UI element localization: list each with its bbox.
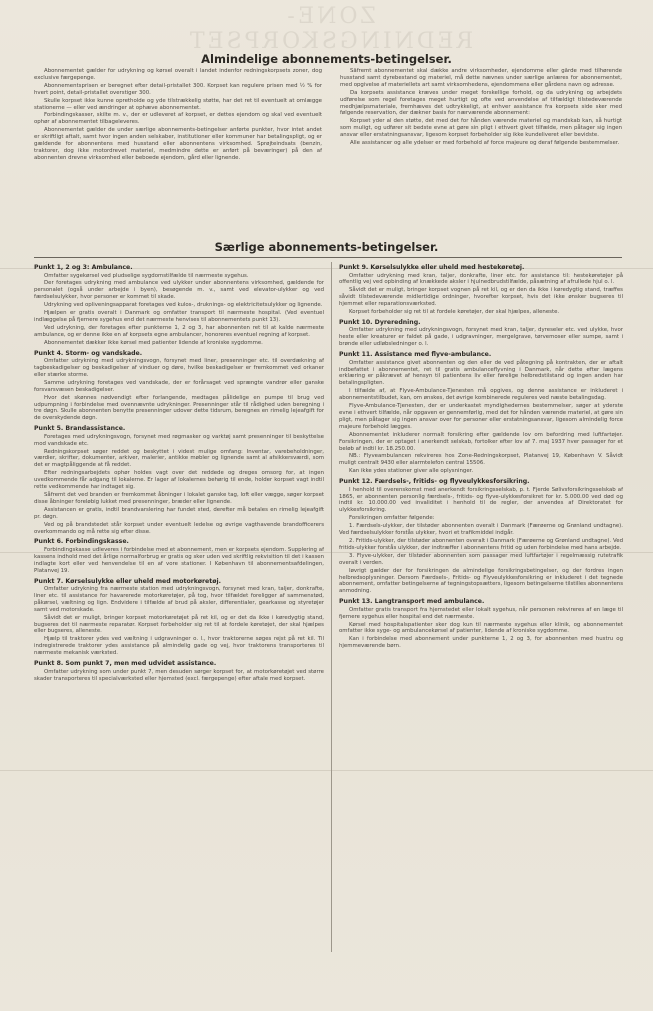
section-heading: Punkt 6. Forbindingskasse.: [34, 538, 129, 546]
paragraph: Omfatter udrykning med kran, taljer, donkrafte, liner etc. for assistance til: hestekøretøjer på offentlig vej ved opbinding af knækkede aksler i hjulnedbrudstilfælde, påsætning af afrullede hjul o. l.: [339, 272, 623, 286]
paragraph: Redningskorpset søger reddet og beskyttet i videst mulige omfang: Inventar, varebeholdninger, værdier, skrifter, dokumenter, arkiver, malerier, antikke møbler og lignende samt al afsikkersværdi, som det er magtpåliggende at få reddet.: [34, 448, 324, 469]
general-terms-right-column: [340, 68, 622, 234]
paragraph: Omfatter udrykning fra nærmeste station med udrykningsvogn, forsynet med kran, taljer, donkrafte, liner etc. til assistance for havarerede motorkøretøjer, på tog, hvor tilfældet foreligger af sammenstød, påkørsel, væltning og lign. Endvidere i tilfælde af brud på aksler, differentialer, gearkasse og styretøjer samt ved motorskade.: [34, 586, 324, 613]
paragraph: Kan ikke ydes stationer giver alle oplysninger.: [349, 468, 474, 475]
paragraph: Kørsel med hospitalspatienter sker dog kun til nærmeste sygehus eller klinik, og abonnementet omfatter ikke syge- og ambulancekørsel af patienter, lidende af kroniske sygdomme.: [339, 621, 623, 635]
paragraph: Hjælpen er gratis overalt i Danmark og omfatter transport til nærmeste hospital. (Ved eventuel indlæggelse på fjernere sygehus end det nærmeste henvises til abonnementets punkt 13).: [34, 310, 324, 323]
section-heading: Punkt 10. Dyreredning.: [339, 318, 421, 326]
paragraph: Da korpsets assistance kræves under meget forskellige forhold, og da udrykning og arbejdets udførelse som regel foretages meget hurtigt og ofte ved anvendelse af tilfældigt tilstedeværende medhjælpsmateriale, fremhæves det udtrykkeligt, at enhver assistance fra korpsets side sker med følgende reservation, der dækner basis for nærværende abonnement:: [340, 89, 622, 117]
paragraph: Abonnementet dækker ikke kørsel med patienter lidende af kroniske sygdomme.: [44, 339, 263, 346]
paragraph: Forbindingskasse udleveres i forbindelse med et abonnement, men er korpsets ejendom. Supplering af kassens indhold med det årlige normalforbrug er gratis og sker uden ved skriftlig rekvisition til det i kassen indlagte kort eller ved henvendelse til en af vore stationer. I København til abonnementsafdelingen, Platanvej 19.: [34, 546, 324, 574]
paragraph: Foretages med udrykningsvogn, forsynet med røgmasker og varktøj samt presenninger til beskyttelse mod vandskade etc.: [34, 433, 324, 447]
terms-section: [34, 578, 324, 658]
paragraph: Såvidt det er muligt, bringer korpset motorkøretøjet på ret kil, og er det da ikke i køredygtig stand, bugseres det til nærmeste reparatør. Korpset forbeholder sig ret til at fordele køretøjet, der skal hjælpes eller bugseres, alleneste.: [34, 614, 324, 635]
paragraph: 3. Flyve-ulykker, der tilstøder abonnenten som passager med luftfartøjer i regelmæssig rutetrafik overalt i verden.: [339, 552, 623, 566]
paragraph: Hvor det skønnes nødvendigt efter forlangende, medtages pålidelige en pumpe til brug ved udpumpning i forbindelse med ovennævnte udrykninger. Presenninger står til rådighed uden beregning i tre døgn. Skulle abonnenten benytte presenninger udover dette tidsrum, beregnes en rimelig lejeafgift for de overskydende døgn.: [34, 394, 324, 422]
special-terms-right-column: [339, 264, 623, 954]
special-terms-heading: Særlige abonnements-betingelser.: [214, 240, 439, 254]
bleed-through-text: ZONE-REDNINGSKORPSET: [186, 4, 474, 54]
paragraph: Iøvrigt gælder der for forsikringen de almindelige forsikringsbetingelser, og der fordres ingen helbredsoplysninger. Dersom Færdsels-, Fritids- og Flyveulykkesforsikring er inkluderet i det tegnede abonnement, omfatter betingelserne af tegningstopsætters, ligesom betingelserne tilstilles abonnentens anmodning.: [339, 567, 623, 595]
section-heading: Punkt 8. Som punkt 7, men med udvidet assistance.: [34, 660, 217, 668]
paragraph: Udrykning ved opliveningsapparat foretages ved kulos-, druknings- og elektricitetsulykker og lignende.: [44, 302, 323, 309]
section-heading: Punkt 9. Kørselsulykke eller uheld med hestekøretøj.: [339, 264, 525, 271]
paragraph: Efter redningsarbejdets ophør holdes vagt over det reddede og dreges omsorg for, at ingen uvedkommende får adgang til lokalerne. Er lager af lokalernes behørig til ende, holder korpset vagt indtil rette vedkommende har indtaget sig.: [34, 470, 324, 491]
terms-section: [339, 264, 623, 316]
paragraph: Forbindingskasser, skilte m. v., der er udleveret af korpset, er dettes ejendom og skal ved eventuelt ophør af abonnementet tilbageleveres.: [34, 112, 322, 126]
paragraph: Omfatter udrykning med udrykningsvogn, forsynet med liner, presenninger etc. til overdækning af tagbeskadigelser og beskadigelser af vinduer og døre, hvilke beskadigelser er fremkommet ved orkaner eller stærke storme.: [34, 358, 324, 378]
paragraph: Forsikringen omfatter følgende:: [349, 515, 435, 522]
paragraph: Der foretages udrykning med ambulance ved ulykker under abonnentens virksomhed, gældende for personalet (også under arbejde i byen), besøgende m. v., samt ved elevator-ulykker og ved færdselsulykker, hvor personer er kommet til skade.: [34, 280, 324, 301]
terms-section: [34, 538, 324, 574]
section-heading: Punkt 13. Langtransport med ambulance.: [339, 598, 485, 606]
special-terms-left-column: [34, 264, 324, 954]
paragraph: 1. Færdsels-ulykker, der tilstøder abonnenten overalt i Danmark (Færøerne og Grønland undtagne). Ved færdselsulykker forstås ulykker, hvori et trafikmiddel indgår.: [339, 523, 623, 537]
terms-section: [34, 350, 324, 423]
paragraph: Såfremt det ved branden er fremkommet åbninger i lokalet ganske tag, loft eller vægge, søger korpset disse åbninger foreløbig lukket med presenninger, bræder eller lignende.: [34, 491, 324, 505]
paragraph: Alle assistancer og alle ydelser er med forbehold af force majeure og deraf følgende bestemmelser.: [350, 140, 620, 147]
paragraph: Abonnementet inkluderer normalt forsikring efter gældende lov om befordring med luftfartøjer. Forsikringen, der er optaget i anerkendt selskab, fortolker efter lov af 7. maj 1937 hver passager for et beløb af indtil kr. 18.250.00.: [339, 431, 623, 452]
paragraph: Abonnementet gælder de under særlige abonnements-betingelser anførte punkter, hvor intet andet er skriftligt aftalt, samt hvor ingen anden selskaber, institutioner eller kommuner har betalingspligt, og er gældende for abonnentens med husstand eller abonnentens virksomhed. Sprøjteindsats (benzin, traktorer, dog ikke motordrevet materiel, medmindre dette er anført på beværinger) på den af abonnenten drevne virksomhed eller beboede ejendom, gård eller lignende.: [34, 127, 322, 161]
section-heading: Punkt 4. Storm- og vandskade.: [34, 349, 143, 357]
paragraph: Abonnementet gælder for udrykning og kørsel overalt i landet indenfor redningskorpsets zoner, dog exclusive færgepenge.: [34, 68, 322, 81]
column-divider: [331, 262, 332, 952]
terms-section: [34, 425, 324, 535]
paragraph: Omfatter sygekørsel ved pludselige sygdomstilfælde til nærmeste sygehus.: [44, 272, 249, 279]
terms-section: [339, 351, 623, 475]
paragraph: Hjælp til traktorer ydes ved væltning i udgravninger o. l., hvor traktorerne søges rejst på ret kil. Til indregistrerede traktorer ydes assistance på almindelig gade og vej, hvor traktorens transporteres til nærmeste mekanisk værksted.: [34, 636, 324, 657]
paragraph: Assistancen er gratis, indtil brandvarslering har fundet sted, derefter må betales en rimelig lejeafgift pr. døgn.: [34, 506, 324, 520]
terms-section: [34, 660, 324, 682]
section-heading: Punkt 11. Assistance med flyve-ambulance.: [339, 351, 492, 359]
terms-section: [339, 319, 623, 348]
paragraph: I henhold til overenskomst med anerkendt forsikringsselskab, p. t. Fjerde Sølivsforsikringsselskab af 1865, er abonnenten personlig færdsels-, fritids- og flyve-ulykkesforsikret for kr. 5.000.00 ved død og indtil kr. 10.000.00 ved invaliditet i henhold til de regler, der anvendes af Direktoratet for ulykkesforsikring.: [339, 486, 623, 514]
paragraph: Korpset forbeholder sig ret til at fordele køretøjer, der skal hjælpes, alleneste.: [349, 309, 560, 316]
paragraph: Ved og på brandstedet står korpset under eventuelt ledelse og øvrige vagthavende brandofficerers overkommando og må rette sig efter disse.: [34, 521, 324, 535]
paragraph: I tilfælde af, at Flyve-Ambulance-Tjenesten må opgives, og denne assistance er inkluderet i abonnementstilbudet, kan, om ønskes, det øvrige kombinerede reguleres ved næste betalingsdag.: [339, 388, 623, 402]
paragraph: Omfatter assistance givet abonnenten og den eller de ved påtegning på kontrakten, der er aftalt indbefattet i abonnementet, ret til gratis ambulanceflyvning i Danmark, når dette efter lægens erklæring er påkrævet af hensyn til patientens liv eller førelige helbredstilstand og ingen anden har betalingspligten.: [339, 359, 623, 387]
terms-section: [339, 478, 623, 595]
paragraph: Ved udrykning, der foretages efter punkterne 1, 2 og 3, har abonnenten ret til at kalde nærmeste ambulance, og er denne ikke en af korpsets egne ambulancer, honoreres eventuel regning af korpset.: [34, 324, 324, 338]
paragraph: NB.: Flyveambulancen rekvireres hos Zone-Redningskorpset, Platanvej 19, København V. Såvidt muligt centralt 9430 eller alarmtelefon central 15506.: [339, 453, 623, 467]
paragraph: Omfatter gratis transport fra hjemstedet eller lokalt sygehus, når personen rekvireres af en læge til fjernere sygehus eller hospital end det nærmeste.: [339, 606, 623, 620]
section-heading: Punkt 12. Færdsels-, fritids- og flyveulykkesforsikring.: [339, 478, 530, 486]
section-heading: Punkt 5. Brandassistance.: [34, 425, 126, 433]
heading-rule: [34, 257, 622, 258]
paragraph: Skulle korpset ikke kunne opretholde og yde tilstrækkelig støtte, har det ret til eventuelt at omlægge stationerne — eller ved ændringer at ophæve abonnementet.: [34, 97, 322, 111]
paragraph: Abonnementsprisen er beregnet efter detail-pristallet 300. Korpset kan regulere prisen med ½ % for hvert point, detail-pristallet overstiger 300.: [34, 82, 322, 96]
section-heading: Punkt 7. Kørselsulykke eller uheld med motorkøretøj.: [34, 577, 221, 585]
paragraph: Korpset yder al den støtte, det med det for hånden værende materiel og mandskab kan, så hurtigt som muligt, og udfører sit bedste evne at gøre sin pligt i ethvert givet tilfælde, men påtager sig ingen ansvar eller erstatningsansvar, ligesom korpset forbeholder sig ikke kundeliveret eller bevidste.: [340, 118, 622, 139]
paragraph: Flyve-Ambulance-Tjenesten, der er underkastet myndighedernes bestemmelser, søger at yderste evne i ethvert tilfælde, når opgaven er gennemførlig, med det for hånden værende materiel, at gøre sin pligt, men påtager sig ingen ansvar over for personer eller erstatningsansvar, ligesom almindelig force majeure forbehold lægges.: [339, 403, 623, 430]
general-terms-left-column: [34, 68, 322, 234]
terms-section: [339, 598, 623, 650]
terms-section: [34, 264, 324, 347]
paragraph: Omfatter udrykning som under punkt 7, men desuden sørger korpset for, at motorkøretøjet ved større skader transporteres til specialværksted eller hjemsted (excl. færgepenge) efter aftale med korpset.: [34, 668, 324, 682]
paragraph: Omfatter udrykning med udrykningsvogn, forsynet med kran, taljer, dyreseler etc. ved ulykke, hvor heste eller kreaturer er faldet på gade, i udgravninger, mergelgrave, tørvemoser eller sumpe, samt i brønde eller udløbsledninger o. l.: [339, 327, 623, 348]
paragraph: Såvidt det er muligt, bringer korpset vognen på ret kil, og er den da ikke i køredygtig stand, træffes såvidt tilstedeværende midlertidige ordninger, hvorefter korpset, hvis det ikke ønsker bugseres til hjemmet eller reparationsværksted.: [339, 287, 623, 308]
paragraph: Såfremt abonnementet skal dække andre virksomheder, ejendomme eller gårde med tilhørende husstand samt dyrebestand og materiel, må dette nævnes under særlige anlæres for abonnementet, med opgivelse af materiellets art samt virksomhedens, ejendommens eller gårdens navn og adresse.: [340, 68, 622, 88]
paragraph: Kan i forbindelse med abonnement under punkterne 1, 2 og 3, for abonnenten med hustru og hjemmeværende børn.: [339, 636, 623, 650]
general-terms-heading: Almindelige abonnements-betingelser.: [201, 52, 452, 66]
paragraph: Samme udrykning foretages ved vandskade, der er forårsaget ved sprængte vandrør eller ganske forsvarsvæsen beskadigelser.: [34, 379, 324, 393]
section-heading: Punkt 1, 2 og 3: Ambulance.: [34, 264, 133, 271]
paragraph: 2. Fritids-ulykker, der tilstøder abonnenten overalt i Danmark (Færøerne og Grønland undtagne). Ved fritids-ulykker forstås ulykker, der indtræffer i abonnentens fritid og uden forbindelse med hans arbejde.: [339, 538, 623, 551]
